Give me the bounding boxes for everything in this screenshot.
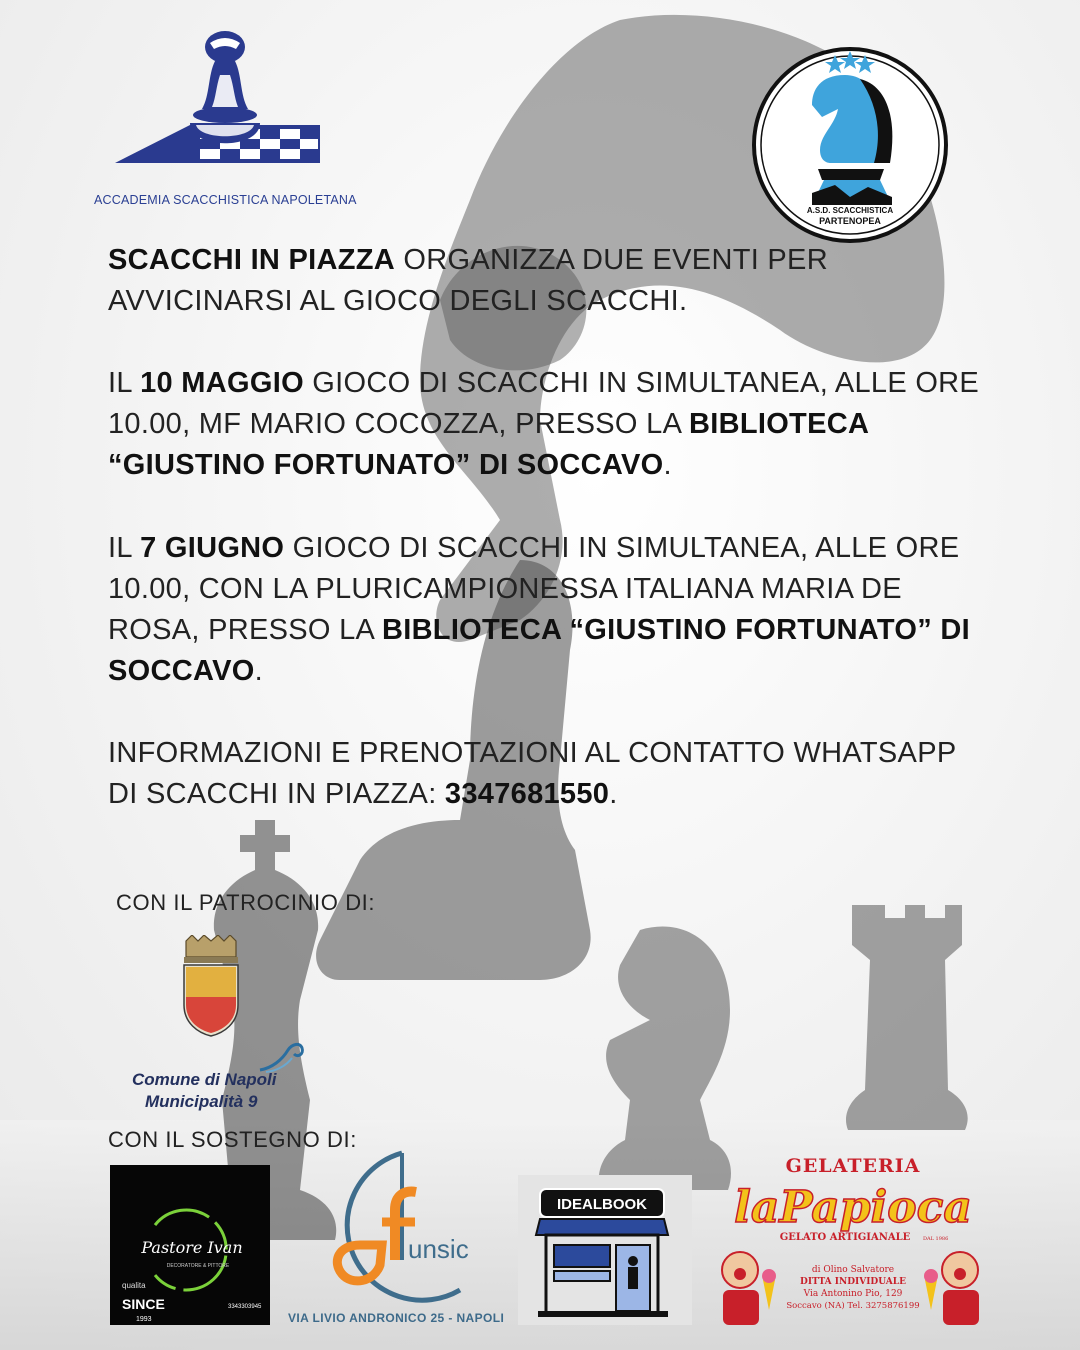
- event-2-paragraph: [108, 528, 988, 692]
- partenopea-knight-logo: [750, 45, 950, 245]
- contact-paragraph: [108, 733, 988, 815]
- gelateria-owner: di Olino Salvatore: [811, 1265, 895, 1275]
- pastore-name: Pastore Ivan: [141, 1238, 243, 1257]
- idealbook-name: IDEALBOOK: [557, 1196, 647, 1213]
- caf-unsic-text: unsic: [408, 1234, 469, 1264]
- clown-right-icon: [924, 1252, 979, 1325]
- event-2-end: .: [254, 655, 263, 687]
- municipalita-wave-icon: [258, 1038, 306, 1074]
- event-2-text: GIOCO DI SCACCHI IN SIMULTANEA, ALLE ORE 10.00, CON LA PLURICAMPIONESSA ITALIANA MARIA DE ROSA, PRESSO LA: [108, 532, 960, 646]
- partenopea-line2: PARTENOPEA: [819, 216, 881, 226]
- whatsapp-phone: 3347681550: [444, 778, 610, 810]
- event-1-venue: BIBLIOTECA “GIUSTINO FORTUNATO” DI SOCCAVO: [108, 408, 869, 481]
- pastore-year: 1993: [136, 1316, 152, 1323]
- comune-name: Comune di Napoli: [132, 1070, 277, 1089]
- event-1-paragraph: [108, 363, 988, 486]
- partenopea-line1: A.S.D. SCACCHISTICA: [806, 206, 894, 215]
- idealbook-shop-logo: [518, 1175, 692, 1325]
- contact-text: INFORMAZIONI E PRENOTAZIONI AL CONTATTO WHATSAPP DI SCACCHI IN PIAZZA:: [108, 737, 956, 810]
- event-1-prefix: IL: [108, 367, 141, 399]
- intro-text: ORGANIZZA DUE EVENTI PER AVVICINARSI AL GIOCO DEGLI SCACCHI.: [108, 244, 828, 317]
- pastore-ivan-logo: [110, 1165, 270, 1325]
- intro-paragraph: [108, 240, 988, 322]
- gelateria-subtitle: GELATO ARTIGIANALE: [779, 1232, 911, 1243]
- pastore-qualita: qualita: [122, 1281, 146, 1290]
- event-2-prefix: IL: [108, 532, 141, 564]
- napoli-coat-of-arms-icon: [178, 935, 244, 1037]
- clown-left-icon: [722, 1252, 776, 1325]
- support-label: CON IL SOSTEGNO DI:: [108, 1127, 357, 1152]
- municipalita-name: Municipalità 9: [145, 1092, 258, 1111]
- event-1-date: 10 MAGGIO: [140, 367, 304, 399]
- pastore-phone: 3343303945: [228, 1304, 262, 1310]
- gelateria-title: GELATERIA: [785, 1155, 921, 1177]
- gelateria-brand: laPapioca: [734, 1182, 972, 1233]
- event-2-date: 7 GIUGNO: [140, 532, 285, 564]
- accademia-pawn-logo: [90, 25, 350, 210]
- pastore-sub: DECORATORE & PITTORE: [166, 1263, 230, 1269]
- gelateria-la-papioca-logo: [705, 1150, 995, 1340]
- caf-address: VIA LIVIO ANDRONICO 25 - NAPOLI: [288, 1311, 505, 1325]
- pastore-since: SINCE: [122, 1296, 165, 1312]
- gelateria-city-phone: Soccavo (NA) Tel. 3275876199: [786, 1301, 920, 1311]
- org-name: SCACCHI IN PIAZZA: [108, 244, 396, 276]
- gelateria-since: DAL 1986: [923, 1236, 949, 1242]
- event-2-venue: BIBLIOTECA “GIUSTINO FORTUNATO” DI SOCCAVO: [108, 614, 971, 687]
- event-1-end: .: [663, 449, 672, 481]
- contact-end: .: [609, 778, 618, 810]
- accademia-logo-caption: ACCADEMIA SCACCHISTICA NAPOLETANA: [94, 193, 357, 207]
- gelateria-address: Via Antonino Pio, 129: [803, 1289, 903, 1299]
- patronage-label: CON IL PATROCINIO DI:: [116, 890, 376, 915]
- gelateria-type: DITTA INDIVIDUALE: [800, 1277, 906, 1287]
- event-1-text: GIOCO DI SCACCHI IN SIMULTANEA, ALLE ORE 10.00, MF MARIO COCOZZA, PRESSO LA: [108, 367, 980, 440]
